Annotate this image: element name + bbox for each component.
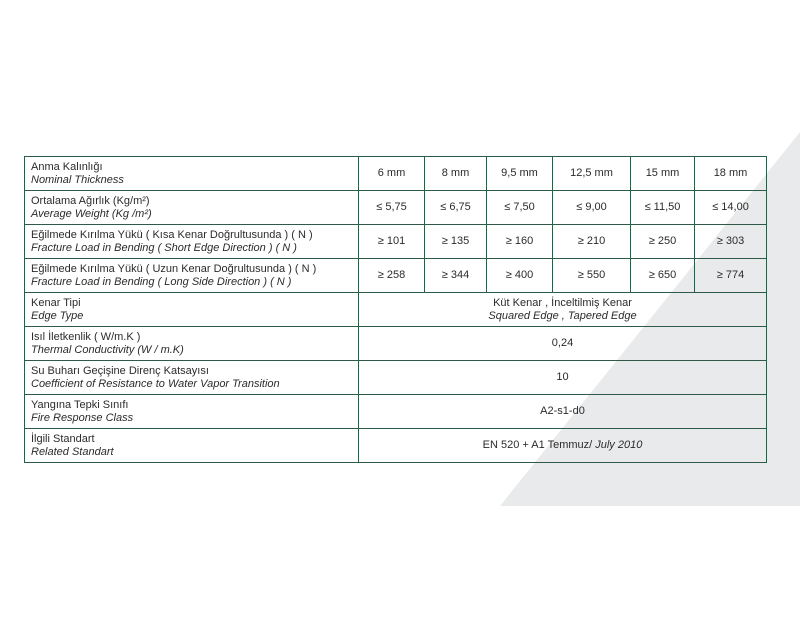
label-en: Fracture Load in Bending ( Long Side Direction ) ( N ) bbox=[31, 275, 292, 288]
row-fracture-load-long bbox=[25, 259, 767, 293]
label-en: Coefficient of Resistance to Water Vapor Transition bbox=[31, 377, 280, 390]
row-label bbox=[25, 361, 359, 395]
cell-9-5mm: ≥ 160 bbox=[487, 225, 553, 259]
cell-12-5mm: 12,5 mm bbox=[553, 157, 631, 191]
row-label bbox=[25, 157, 359, 191]
label-en: Fracture Load in Bending ( Short Edge Direction ) ( N ) bbox=[31, 241, 297, 254]
standard-date-en: July 2010 bbox=[595, 439, 643, 451]
cell-8mm: ≥ 135 bbox=[425, 225, 487, 259]
edge-type-value-tr: Küt Kenar , İnceltilmiş Kenar bbox=[493, 296, 632, 309]
row-average-weight bbox=[25, 191, 767, 225]
edge-type-value-en: Squared Edge , Tapered Edge bbox=[488, 309, 637, 322]
cell-9-5mm: ≤ 7,50 bbox=[487, 191, 553, 225]
row-thermal-conductivity bbox=[25, 327, 767, 361]
cell-6mm: 6 mm bbox=[359, 157, 425, 191]
row-label bbox=[25, 259, 359, 293]
row-related-standard bbox=[25, 429, 767, 463]
row-label bbox=[25, 395, 359, 429]
label-tr: Su Buharı Geçişine Direnç Katsayısı bbox=[31, 364, 209, 377]
label-tr: Isıl İletkenlik ( W/m.K ) bbox=[31, 330, 141, 343]
row-label bbox=[25, 429, 359, 463]
label-en: Related Standart bbox=[31, 445, 114, 458]
label-en: Fire Response Class bbox=[31, 411, 134, 424]
cell-18mm: ≤ 14,00 bbox=[695, 191, 767, 225]
cell-18mm: ≥ 774 bbox=[695, 259, 767, 293]
row-nominal-thickness bbox=[25, 157, 767, 191]
cell-15mm: 15 mm bbox=[631, 157, 695, 191]
label-tr: Anma Kalınlığı bbox=[31, 160, 103, 173]
cell-15mm: ≥ 650 bbox=[631, 259, 695, 293]
cell-9-5mm: ≥ 400 bbox=[487, 259, 553, 293]
label-tr: İlgili Standart bbox=[31, 432, 95, 445]
label-tr: Ortalama Ağırlık (Kg/m²) bbox=[31, 194, 150, 207]
row-label bbox=[25, 191, 359, 225]
row-edge-type bbox=[25, 293, 767, 327]
label-tr: Eğilmede Kırılma Yükü ( Kısa Kenar Doğrultusunda ) ( N ) bbox=[31, 228, 313, 241]
edge-type-value bbox=[359, 293, 767, 327]
row-label bbox=[25, 327, 359, 361]
cell-12-5mm: ≤ 9,00 bbox=[553, 191, 631, 225]
label-en: Nominal Thickness bbox=[31, 173, 124, 186]
row-fire-response bbox=[25, 395, 767, 429]
label-en: Average Weight (Kg /m²) bbox=[31, 207, 152, 220]
cell-8mm: ≥ 344 bbox=[425, 259, 487, 293]
cell-18mm: ≥ 303 bbox=[695, 225, 767, 259]
related-standard-value bbox=[359, 429, 767, 463]
cell-15mm: ≤ 11,50 bbox=[631, 191, 695, 225]
cell-9-5mm: 9,5 mm bbox=[487, 157, 553, 191]
standard-text: EN 520 + A1 Temmuz/ bbox=[482, 439, 596, 451]
row-label bbox=[25, 293, 359, 327]
row-vapor-resistance bbox=[25, 361, 767, 395]
label-en: Edge Type bbox=[31, 309, 84, 322]
label-en: Thermal Conductivity (W / m.K) bbox=[31, 343, 184, 356]
vapor-resistance-value: 10 bbox=[359, 361, 767, 395]
cell-18mm: 18 mm bbox=[695, 157, 767, 191]
cell-12-5mm: ≥ 550 bbox=[553, 259, 631, 293]
label-tr: Yangına Tepki Sınıfı bbox=[31, 398, 129, 411]
cell-15mm: ≥ 250 bbox=[631, 225, 695, 259]
fire-response-value: A2-s1-d0 bbox=[359, 395, 767, 429]
cell-6mm: ≤ 5,75 bbox=[359, 191, 425, 225]
thermal-conductivity-value: 0,24 bbox=[359, 327, 767, 361]
row-fracture-load-short bbox=[25, 225, 767, 259]
label-tr: Kenar Tipi bbox=[31, 296, 81, 309]
row-label bbox=[25, 225, 359, 259]
label-tr: Eğilmede Kırılma Yükü ( Uzun Kenar Doğrultusunda ) ( N ) bbox=[31, 262, 317, 275]
cell-8mm: 8 mm bbox=[425, 157, 487, 191]
cell-6mm: ≥ 258 bbox=[359, 259, 425, 293]
specification-table bbox=[24, 156, 767, 463]
cell-8mm: ≤ 6,75 bbox=[425, 191, 487, 225]
cell-6mm: ≥ 101 bbox=[359, 225, 425, 259]
cell-12-5mm: ≥ 210 bbox=[553, 225, 631, 259]
